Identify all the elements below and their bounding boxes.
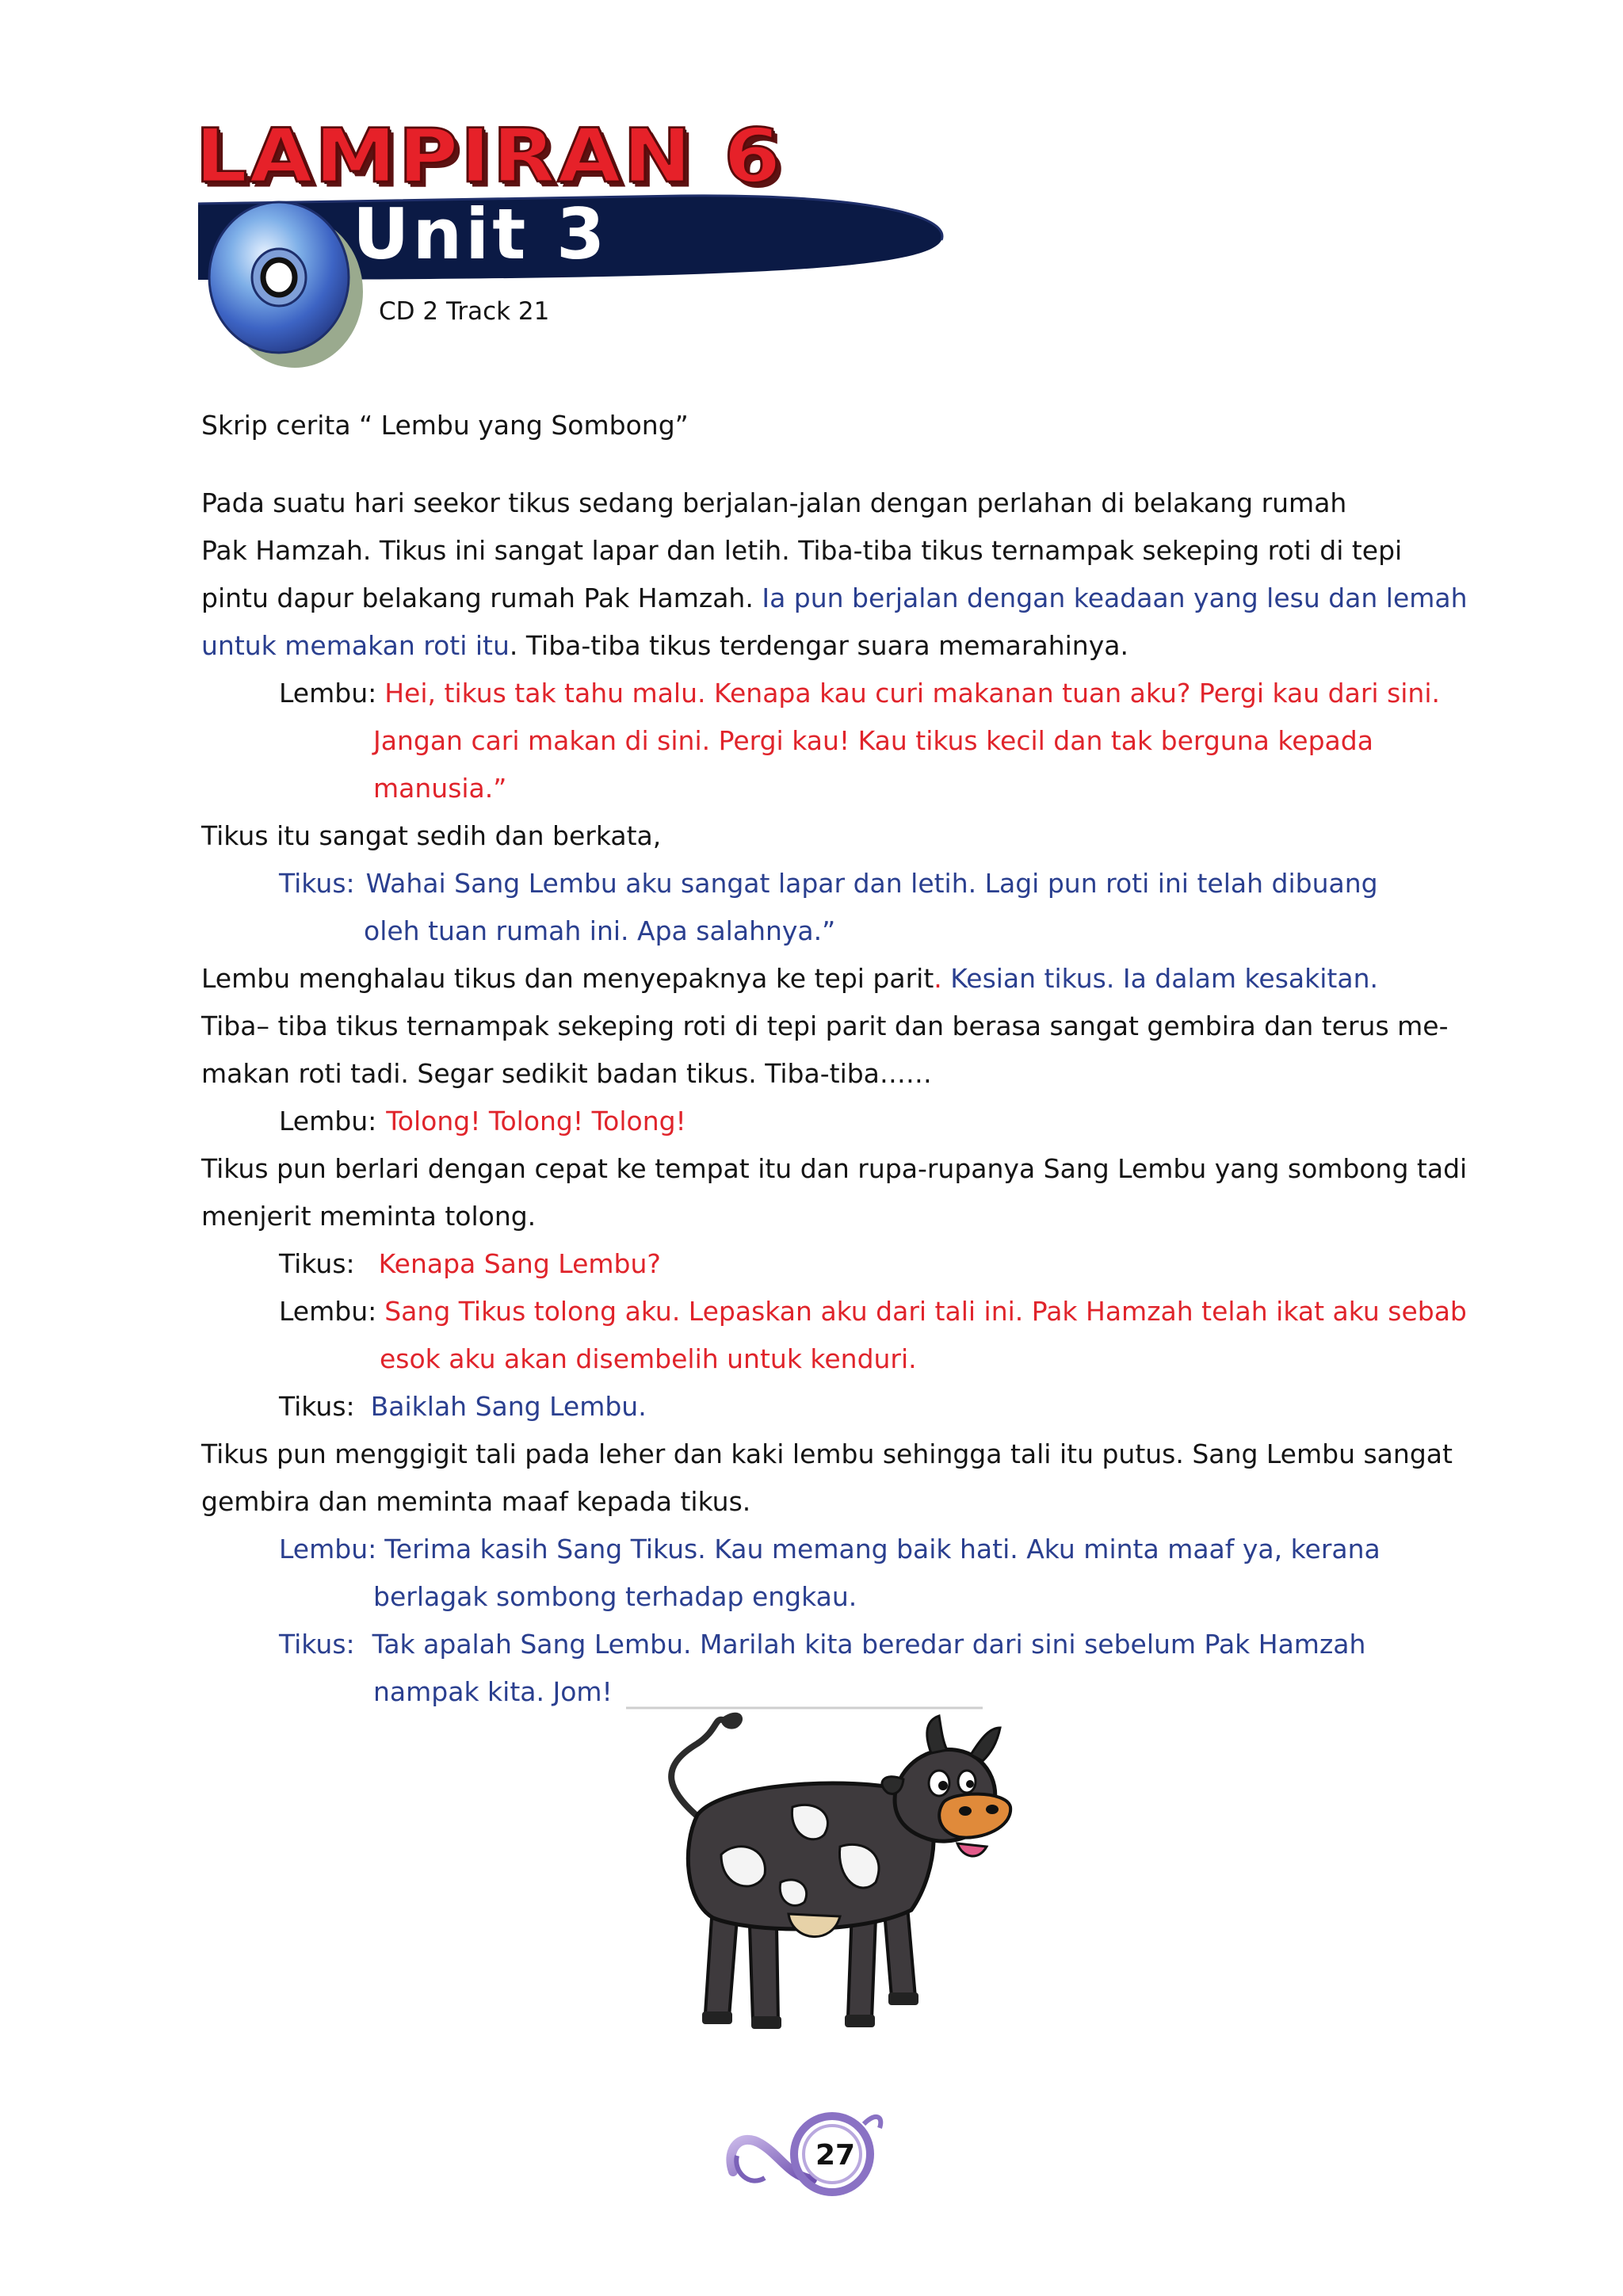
story-line: Tikus itu sangat sedih dan berkata, xyxy=(201,820,662,851)
dialogue-text: esok aku akan disembelih untuk kenduri. xyxy=(380,1343,917,1374)
highlight-text: Kesian tikus. Ia dalam kesakitan. xyxy=(950,963,1378,994)
highlight-text: Ia pun berjalan dengan keadaan yang lesu dan lemah xyxy=(762,583,1468,613)
dialogue-line xyxy=(279,1629,1366,1660)
unit-title: Unit 3 xyxy=(353,193,609,275)
cow-illustration-icon xyxy=(610,1696,1038,2069)
story-line: gembira dan meminta maaf kepada tikus. xyxy=(201,1486,751,1517)
speaker-label: Lembu: xyxy=(279,1296,377,1327)
story-line: makan roti tadi. Segar sedikit badan tikus. Tiba-tiba…… xyxy=(201,1058,932,1089)
story-line xyxy=(201,585,1468,611)
dialogue-text: Terima kasih Sang Tikus. Kau memang baik hati. Aku minta maaf ya, kerana xyxy=(384,1534,1381,1564)
dialogue-line xyxy=(279,1296,1467,1327)
dialogue-line xyxy=(279,1391,647,1422)
french-horn-icon xyxy=(717,2100,892,2203)
story-line xyxy=(201,963,1378,994)
dialogue-text: Tak apalah Sang Lembu. Marilah kita beredar dari sini sebelum Pak Hamzah xyxy=(372,1629,1366,1660)
dialogue-text: Baiklah Sang Lembu. xyxy=(370,1391,647,1422)
dialogue-text: oleh tuan rumah ini. Apa salahnya.” xyxy=(364,915,836,946)
dialogue-text: Hei, tikus tak tahu malu. Kenapa kau curi makanan tuan aku? Pergi kau dari sini. xyxy=(384,678,1440,709)
punctuation-text: . xyxy=(934,963,951,994)
dialogue-text: Tolong! Tolong! Tolong! xyxy=(386,1106,686,1137)
dialogue-line xyxy=(279,678,1440,709)
story-line: Tikus pun berlari dengan cepat ke tempat itu dan rupa-rupanya Sang Lembu yang sombong tadi xyxy=(201,1153,1468,1184)
dialogue-line xyxy=(279,1106,686,1137)
cd-disc-icon xyxy=(200,198,374,372)
story-line: Tikus pun menggigit tali pada leher dan kaki lembu sehingga tali itu putus. Sang Lembu sangat xyxy=(201,1438,1453,1469)
speaker-label: Tikus: xyxy=(279,1391,355,1422)
narration-text: . Tiba-tiba tikus terdengar suara memarahinya. xyxy=(509,630,1128,661)
dialogue-text: Jangan cari makan di sini. Pergi kau! Kau tikus kecil dan tak berguna kepada xyxy=(373,725,1373,756)
narration-text: Lembu menghalau tikus dan menyepaknya ke tepi parit xyxy=(201,963,934,994)
speaker-label: Lembu: xyxy=(279,678,377,709)
speaker-label: Tikus: xyxy=(279,1629,355,1660)
narration-text: pintu dapur belakang rumah Pak Hamzah. xyxy=(201,583,754,613)
dialogue-line xyxy=(279,1248,661,1279)
highlight-text: untuk memakan roti itu xyxy=(201,630,510,661)
dialogue-text: Sang Tikus tolong aku. Lepaskan aku dari tali ini. Pak Hamzah telah ikat aku sebab xyxy=(384,1296,1467,1327)
dialogue-text: nampak kita. Jom! xyxy=(373,1676,613,1707)
speaker-label: Lembu: xyxy=(279,1106,377,1137)
speaker-label: Tikus: xyxy=(279,1248,355,1279)
story-line xyxy=(201,632,1128,659)
page-number: 27 xyxy=(815,2139,856,2172)
story-line: Pada suatu hari seekor tikus sedang berjalan-jalan dengan perlahan di belakang rumah xyxy=(201,487,1347,518)
story-line: Tiba– tiba tikus ternampak sekeping roti di tepi parit dan berasa sangat gembira dan terus me- xyxy=(201,1010,1449,1041)
script-title: Skrip cerita “ Lembu yang Sombong” xyxy=(201,410,689,441)
speaker-label: Lembu: xyxy=(279,1534,377,1564)
dialogue-line xyxy=(279,1536,1381,1562)
speaker-label: Tikus: xyxy=(279,868,355,899)
dialogue-text: Kenapa Sang Lembu? xyxy=(378,1248,661,1279)
dialogue-text: Wahai Sang Lembu aku sangat lapar dan letih. Lagi pun roti ini telah dibuang xyxy=(365,868,1378,899)
story-line: Pak Hamzah. Tikus ini sangat lapar dan letih. Tiba-tiba tikus ternampak sekeping roti di tepi xyxy=(201,535,1403,566)
dialogue-text: manusia.” xyxy=(373,773,507,804)
dialogue-text: berlagak sombong terhadap engkau. xyxy=(373,1581,857,1612)
lampiran-title: LAMPIRAN 6 xyxy=(195,112,783,200)
story-line: menjerit meminta tolong. xyxy=(201,1201,537,1232)
track-label: CD 2 Track 21 xyxy=(379,297,550,326)
dialogue-line xyxy=(279,868,1378,899)
